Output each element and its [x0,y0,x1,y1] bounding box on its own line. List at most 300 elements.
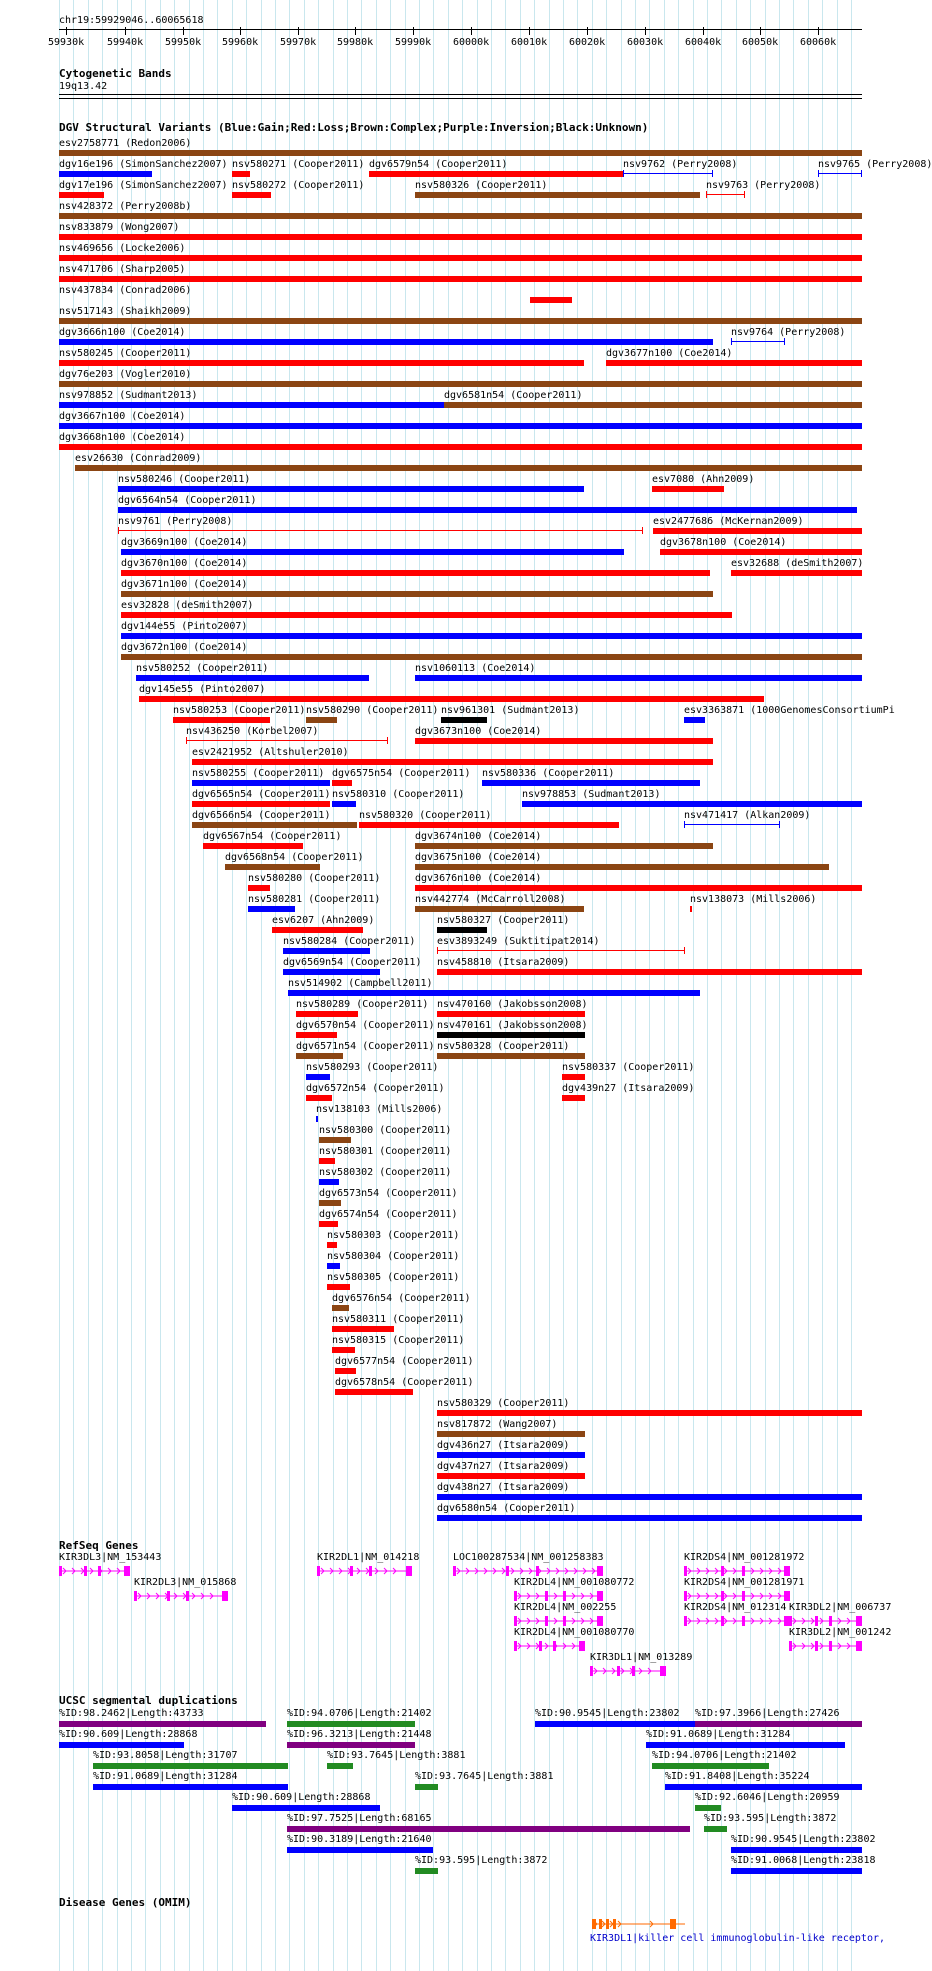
dgv-variant-label[interactable]: nsv138103 (Mills2006) [316,1104,443,1115]
grid-line [261,0,262,1971]
dgv-variant-label[interactable]: dgv3673n100 (Coe2014) [415,726,542,737]
dgv-variant-label[interactable]: dgv3671n100 (Coe2014) [121,579,248,590]
segdup-label[interactable]: %ID:92.6046|Length:20959 [695,1792,840,1803]
dgv-variant-label[interactable]: nsv436250 (Korbel2007) [186,726,319,737]
dgv-variant-label[interactable]: dgv6568n54 (Cooper2011) [225,852,364,863]
dgv-variant-label[interactable]: dgv6564n54 (Cooper2011) [118,495,257,506]
dgv-variant-label[interactable]: nsv9762 (Perry2008) [623,159,738,170]
dgv-variant-label[interactable]: nsv469656 (Locke2006) [59,243,186,254]
dgv-variant-label[interactable]: nsv580320 (Cooper2011) [359,810,492,821]
dgv-variant-label[interactable]: nsv580272 (Cooper2011) [232,180,365,191]
dgv-variant-label[interactable]: dgv437n27 (Itsara2009) [437,1461,570,1472]
dgv-variant-bar[interactable] [415,843,713,849]
dgv-variant-label[interactable]: nsv138073 (Mills2006) [690,894,817,905]
dgv-variant-bar[interactable] [437,1431,585,1437]
dgv-variant-bar[interactable] [121,654,862,660]
dgv-variant-label[interactable]: nsv833879 (Wong2007) [59,222,180,233]
dgv-variant-label[interactable]: nsv580280 (Cooper2011) [248,873,381,884]
segdup-label[interactable]: %ID:91.0689|Length:31284 [646,1729,791,1740]
dgv-variant-label[interactable]: nsv580253 (Cooper2011) [173,705,306,716]
segdup-bar[interactable] [535,1721,700,1727]
segdup-bar[interactable] [287,1847,433,1853]
dgv-variant-label[interactable]: nsv580281 (Cooper2011) [248,894,381,905]
segdup-label[interactable]: %ID:90.9545|Length:23802 [731,1834,876,1845]
dgv-variant-bar[interactable] [437,950,685,951]
segdup-label[interactable]: %ID:98.2462|Length:43733 [59,1708,204,1719]
dgv-variant-bar[interactable] [59,339,713,345]
dgv-variant-bar[interactable] [444,402,862,408]
dgv-variant-end [437,947,438,954]
dgv-variant-label[interactable]: esv3893249 (Suktitipat2014) [437,936,600,947]
dgv-variant-label[interactable]: dgv3674n100 (Coe2014) [415,831,542,842]
dgv-variant-bar[interactable] [690,906,692,912]
dgv-variant-bar[interactable] [319,1158,335,1164]
dgv-variant-bar[interactable] [59,234,862,240]
segdup-bar[interactable] [652,1763,769,1769]
refseq-gene-glyph[interactable] [684,1590,790,1602]
refseq-gene-label[interactable]: KIR2DL4|NM_001080772 [514,1577,635,1588]
ruler-tick [183,27,184,35]
dgv-variant-label[interactable]: nsv470161 (Jakobsson2008) [437,1020,588,1031]
refseq-gene-glyph[interactable] [317,1565,412,1577]
dgv-variant-bar[interactable] [319,1221,338,1227]
dgv-variant-label[interactable]: nsv580328 (Cooper2011) [437,1041,570,1052]
dgv-variant-bar[interactable] [283,969,380,975]
dgv-variant-bar[interactable] [437,1494,862,1500]
dgv-variant-bar[interactable] [296,1032,337,1038]
dgv-variant-bar[interactable] [121,612,732,618]
segdup-bar[interactable] [93,1784,288,1790]
dgv-variant-bar[interactable] [118,530,643,531]
dgv-variant-label[interactable]: esv7080 (Ahn2009) [652,474,755,485]
ruler-tick [645,27,646,35]
dgv-variant-bar[interactable] [706,194,745,195]
dgv-variant-bar[interactable] [139,696,764,702]
dgv-variant-label[interactable]: dgv6572n54 (Cooper2011) [306,1083,445,1094]
dgv-variant-bar[interactable] [248,885,270,891]
dgv-variant-bar[interactable] [684,717,705,723]
dgv-variant-label[interactable]: nsv580301 (Cooper2011) [319,1146,452,1157]
dgv-variant-label[interactable]: dgv17e196 (SimonSanchez2007) [59,180,228,191]
refseq-gene-label[interactable]: KIR2DS4|NM_001281971 [684,1577,805,1588]
dgv-variant-bar[interactable] [335,1389,413,1395]
dgv-variant-bar[interactable] [288,990,700,996]
dgv-variant-bar[interactable] [121,570,710,576]
dgv-variant-bar[interactable] [59,255,862,261]
refseq-gene-label[interactable]: KIR2DL1|NM_014218 [317,1552,420,1563]
segdup-bar[interactable] [59,1721,266,1727]
refseq-gene-glyph[interactable] [684,1615,790,1627]
dgv-variant-label[interactable]: dgv3678n100 (Coe2014) [660,537,787,548]
dgv-variant-label[interactable]: dgv6570n54 (Cooper2011) [296,1020,435,1031]
dgv-variant-label[interactable]: nsv580302 (Cooper2011) [319,1167,452,1178]
segdup-bar[interactable] [59,1742,184,1748]
dgv-variant-label[interactable]: nsv580246 (Cooper2011) [118,474,251,485]
segdup-label[interactable]: %ID:97.3966|Length:27426 [695,1708,840,1719]
dgv-variant-label[interactable]: nsv580284 (Cooper2011) [283,936,416,947]
dgv-variant-label[interactable]: dgv439n27 (Itsara2009) [562,1083,695,1094]
dgv-variant-end [744,191,745,198]
segdup-bar[interactable] [704,1826,727,1832]
dgv-variant-label[interactable]: dgv6578n54 (Cooper2011) [335,1377,474,1388]
dgv-variant-label[interactable]: nsv580293 (Cooper2011) [306,1062,439,1073]
dgv-variant-label[interactable]: esv3363871 (1000GenomesConsortiumPi [684,705,895,716]
dgv-variant-bar[interactable] [59,360,584,366]
segdup-label[interactable]: %ID:90.609|Length:28868 [59,1729,198,1740]
segdup-label[interactable]: %ID:91.8408|Length:35224 [665,1771,810,1782]
segdup-bar[interactable] [731,1847,862,1853]
segdup-bar[interactable] [695,1805,721,1811]
dgv-variant-label[interactable]: nsv978852 (Sudmant2013) [59,390,198,401]
dgv-variant-bar[interactable] [332,780,352,786]
refseq-gene-label[interactable]: KIR3DL2|NM_006737 [789,1602,892,1613]
dgv-variant-bar[interactable] [59,171,152,177]
dgv-variant-label[interactable]: dgv3667n100 (Coe2014) [59,411,186,422]
dgv-variant-bar[interactable] [192,801,330,807]
refseq-gene-glyph[interactable] [134,1590,228,1602]
dgv-variant-bar[interactable] [248,906,295,912]
refseq-gene-glyph[interactable] [514,1640,585,1652]
dgv-variant-label[interactable]: dgv3675n100 (Coe2014) [415,852,542,863]
dgv-variant-bar[interactable] [332,801,356,807]
ruler-tick [529,27,530,35]
dgv-variant-bar[interactable] [121,549,624,555]
dgv-variant-label[interactable]: nsv580304 (Cooper2011) [327,1251,460,1262]
dgv-variant-label[interactable]: nsv961301 (Sudmant2013) [441,705,580,716]
dgv-variant-label[interactable]: nsv9761 (Perry2008) [118,516,233,527]
dgv-variant-bar[interactable] [359,822,619,828]
dgv-variant-label[interactable]: dgv436n27 (Itsara2009) [437,1440,570,1451]
dgv-variant-label[interactable]: nsv580336 (Cooper2011) [482,768,615,779]
refseq-gene-glyph[interactable] [684,1565,790,1577]
dgv-variant-label[interactable]: dgv6575n54 (Cooper2011) [332,768,471,779]
dgv-variant-bar[interactable] [437,1452,585,1458]
dgv-variant-bar[interactable] [327,1284,350,1290]
refseq-gene-glyph[interactable] [514,1590,603,1602]
segdup-bar[interactable] [327,1763,353,1769]
dgv-variant-bar[interactable] [731,341,785,342]
dgv-variant-label[interactable]: dgv6566n54 (Cooper2011) [192,810,331,821]
segdup-bar[interactable] [646,1742,845,1748]
dgv-variant-bar[interactable] [415,906,584,912]
ruler-tick-label: 60020k [569,37,606,48]
dgv-variant-label[interactable]: dgv3676n100 (Coe2014) [415,873,542,884]
dgv-variant-label[interactable]: dgv6580n54 (Cooper2011) [437,1503,576,1514]
dgv-variant-label[interactable]: esv6207 (Ahn2009) [272,915,375,926]
segdup-bar[interactable] [665,1784,862,1790]
segdup-label[interactable]: %ID:91.0689|Length:31284 [93,1771,238,1782]
dgv-variant-bar[interactable] [653,528,862,534]
dgv-variant-end [818,170,819,177]
dgv-variant-bar[interactable] [306,717,337,723]
dgv-variant-bar[interactable] [59,213,862,219]
dgv-variant-bar[interactable] [482,780,700,786]
dgv-variant-label[interactable]: nsv9765 (Perry2008) [818,159,932,170]
dgv-variant-label[interactable]: nsv1060113 (Coe2014) [415,663,536,674]
dgv-variant-bar[interactable] [562,1074,585,1080]
dgv-variant-label[interactable]: nsv978853 (Sudmant2013) [522,789,661,800]
refseq-gene-glyph[interactable] [789,1615,862,1627]
omim-gene-glyph[interactable] [590,1918,690,1930]
dgv-variant-bar[interactable] [319,1137,351,1143]
dgv-variant-bar[interactable] [327,1242,337,1248]
dgv-variant-bar[interactable] [437,1410,862,1416]
dgv-variant-bar[interactable] [441,717,487,723]
dgv-variant-label[interactable]: nsv580289 (Cooper2011) [296,999,429,1010]
dgv-variant-bar[interactable] [818,173,862,174]
dgv-variant-bar[interactable] [118,507,857,513]
dgv-variant-bar[interactable] [415,738,713,744]
dgv-variant-bar[interactable] [296,1011,358,1017]
dgv-variant-bar[interactable] [332,1305,349,1311]
dgv-variant-end [642,527,643,534]
segdup-label[interactable]: %ID:93.8058|Length:31707 [93,1750,238,1761]
dgv-variant-bar[interactable] [731,570,862,576]
dgv-variant-label[interactable]: nsv428372 (Perry2008b) [59,201,192,212]
dgv-variant-bar[interactable] [369,171,623,177]
segdup-bar[interactable] [287,1826,690,1832]
dgv-variant-bar[interactable] [121,591,713,597]
dgv-variant-bar[interactable] [59,150,862,156]
refseq-gene-glyph[interactable] [789,1640,862,1652]
refseq-gene-label[interactable]: LOC100287534|NM_001258383 [453,1552,604,1563]
segdup-label[interactable]: %ID:91.0068|Length:23818 [731,1855,876,1866]
dgv-variant-bar[interactable] [192,780,330,786]
dgv-variant-bar[interactable] [522,801,862,807]
grid-line [246,0,247,1971]
dgv-variant-bar[interactable] [121,633,862,639]
dgv-variant-label[interactable]: nsv517143 (Shaikh2009) [59,306,192,317]
segdup-label[interactable]: %ID:94.0706|Length:21402 [652,1750,797,1761]
dgv-variant-bar[interactable] [652,486,724,492]
dgv-variant-bar[interactable] [59,402,445,408]
dgv-variant-bar[interactable] [437,969,862,975]
refseq-gene-label[interactable]: KIR3DL3|NM_153443 [59,1552,162,1563]
dgv-variant-end [706,191,707,198]
dgv-variant-bar[interactable] [562,1095,585,1101]
dgv-variant-label[interactable]: nsv437834 (Conrad2006) [59,285,192,296]
dgv-variant-label[interactable]: nsv580327 (Cooper2011) [437,915,570,926]
dgv-variant-label[interactable]: dgv76e203 (Vogler2010) [59,369,192,380]
segdup-label[interactable]: %ID:96.3213|Length:21448 [287,1729,432,1740]
dgv-variant-bar[interactable] [415,864,829,870]
dgv-variant-label[interactable]: nsv458810 (Itsara2009) [437,957,570,968]
dgv-variant-label[interactable]: nsv471706 (Sharp2005) [59,264,186,275]
dgv-variant-bar[interactable] [319,1179,339,1185]
dgv-variant-label[interactable]: esv26630 (Conrad2009) [75,453,202,464]
dgv-variant-label[interactable]: nsv580252 (Cooper2011) [136,663,269,674]
dgv-variant-label[interactable]: dgv3672n100 (Coe2014) [121,642,248,653]
dgv-variant-label[interactable]: nsv580290 (Cooper2011) [306,705,439,716]
segdup-label[interactable]: %ID:90.9545|Length:23802 [535,1708,680,1719]
dgv-variant-label[interactable]: dgv6569n54 (Cooper2011) [283,957,422,968]
dgv-variant-label[interactable]: nsv9763 (Perry2008) [706,180,821,191]
refseq-gene-label[interactable]: KIR2DS4|NM_012314 [684,1602,787,1613]
dgv-variant-label[interactable]: nsv580329 (Cooper2011) [437,1398,570,1409]
dgv-variant-label[interactable]: esv32828 (deSmith2007) [121,600,254,611]
dgv-variant-bar[interactable] [225,864,320,870]
dgv-variant-bar[interactable] [283,948,370,954]
grid-line [217,0,218,1971]
segdup-label[interactable]: %ID:93.595|Length:3872 [704,1813,837,1824]
refseq-gene-label[interactable]: KIR2DL4|NM_001080770 [514,1627,635,1638]
segdup-label[interactable]: %ID:90.609|Length:28868 [232,1792,371,1803]
dgv-variant-label[interactable]: nsv9764 (Perry2008) [731,327,846,338]
segdup-label[interactable]: %ID:93.595|Length:3872 [415,1855,548,1866]
dgv-variant-label[interactable]: dgv6571n54 (Cooper2011) [296,1041,435,1052]
dgv-variant-bar[interactable] [316,1116,318,1122]
dgv-variant-end [684,821,685,828]
dgv-variant-label[interactable]: dgv6565n54 (Cooper2011) [192,789,331,800]
dgv-variant-label[interactable]: dgv6567n54 (Cooper2011) [203,831,342,842]
dgv-variant-bar[interactable] [173,717,270,723]
dgv-variant-end [712,170,713,177]
dgv-variant-bar[interactable] [332,1347,355,1353]
dgv-variant-label[interactable]: dgv438n27 (Itsara2009) [437,1482,570,1493]
segdup-label[interactable]: %ID:90.3189|Length:21640 [287,1834,432,1845]
dgv-variant-label[interactable]: dgv6576n54 (Cooper2011) [332,1293,471,1304]
segdup-bar[interactable] [287,1742,415,1748]
refseq-gene-glyph[interactable] [453,1565,603,1577]
dgv-variant-bar[interactable] [272,927,363,933]
dgv-variant-label[interactable]: nsv580300 (Cooper2011) [319,1125,452,1136]
dgv-variant-bar[interactable] [332,1326,394,1332]
dgv-variant-label[interactable]: dgv3677n100 (Coe2014) [606,348,733,359]
dgv-variant-bar[interactable] [606,360,862,366]
dgv-variant-bar[interactable] [192,759,713,765]
dgv-variant-bar[interactable] [186,740,388,741]
dgv-variant-bar[interactable] [59,423,862,429]
ruler-tick [703,27,704,35]
dgv-variant-bar[interactable] [59,192,104,198]
grid-line [721,0,722,1971]
dgv-variant-label[interactable]: dgv6574n54 (Cooper2011) [319,1209,458,1220]
dgv-variant-label[interactable]: nsv580311 (Cooper2011) [332,1314,465,1325]
dgv-variant-bar[interactable] [437,1515,862,1521]
dgv-variant-bar[interactable] [75,465,862,471]
dgv-variant-bar[interactable] [59,381,862,387]
segdup-bar[interactable] [232,1805,380,1811]
dgv-variant-bar[interactable] [530,297,572,303]
dgv-variant-bar[interactable] [437,1053,585,1059]
dgv-variant-label[interactable]: dgv16e196 (SimonSanchez2007) [59,159,228,170]
dgv-variant-label[interactable]: dgv6577n54 (Cooper2011) [335,1356,474,1367]
dgv-variant-bar[interactable] [319,1200,341,1206]
dgv-variant-label[interactable]: dgv3669n100 (Coe2014) [121,537,248,548]
dgv-variant-label[interactable]: nsv580303 (Cooper2011) [327,1230,460,1241]
segdup-bar[interactable] [415,1784,438,1790]
refseq-gene-glyph[interactable] [59,1565,130,1577]
ruler-axis [59,29,862,30]
grid-line [808,0,809,1971]
segdup-label[interactable]: %ID:97.7525|Length:68165 [287,1813,432,1824]
dgv-variant-label[interactable]: dgv6579n54 (Cooper2011) [369,159,508,170]
refseq-gene-glyph[interactable] [590,1665,666,1677]
dgv-variant-label[interactable]: dgv145e55 (Pinto2007) [139,684,266,695]
dgv-variant-label[interactable]: nsv514902 (Campbell2011) [288,978,433,989]
dgv-variant-bar[interactable] [59,444,862,450]
dgv-variant-label[interactable]: nsv580271 (Cooper2011) [232,159,365,170]
dgv-variant-label[interactable]: nsv442774 (McCarroll2008) [415,894,566,905]
refseq-gene-label[interactable]: KIR2DL4|NM_002255 [514,1602,617,1613]
dgv-variant-label[interactable]: nsv580245 (Cooper2011) [59,348,192,359]
dgv-variant-bar[interactable] [232,171,250,177]
segdup-label[interactable]: %ID:93.7645|Length:3881 [415,1771,554,1782]
dgv-variant-end [731,338,732,345]
dgv-variant-bar[interactable] [203,843,303,849]
segdup-bar[interactable] [695,1721,862,1727]
grid-line [491,0,492,1971]
dgv-variant-bar[interactable] [415,192,700,198]
refseq-gene-label[interactable]: KIR2DS4|NM_001281972 [684,1552,805,1563]
dgv-variant-label[interactable]: nsv580310 (Cooper2011) [332,789,465,800]
dgv-variant-bar[interactable] [415,675,862,681]
dgv-variant-label[interactable]: esv32688 (deSmith2007) [731,558,864,569]
segdup-bar[interactable] [287,1721,415,1727]
dgv-variant-bar[interactable] [437,1011,585,1017]
dgv-variant-label[interactable]: esv2758771 (Redon2006) [59,138,192,149]
dgv-variant-bar[interactable] [118,486,584,492]
dgv-variant-label[interactable]: nsv471417 (Alkan2009) [684,810,811,821]
dgv-variant-label[interactable]: dgv3670n100 (Coe2014) [121,558,248,569]
segdup-bar[interactable] [731,1868,862,1874]
dgv-variant-label[interactable]: nsv580337 (Cooper2011) [562,1062,695,1073]
dgv-variant-bar[interactable] [623,173,713,174]
dgv-variant-bar[interactable] [327,1263,340,1269]
segdup-label[interactable]: %ID:93.7645|Length:3881 [327,1750,466,1761]
refseq-gene-label[interactable]: KIR3DL1|NM_013289 [590,1652,693,1663]
dgv-variant-bar[interactable] [306,1074,330,1080]
position-label: chr19:59929046..60065618 [59,15,204,26]
dgv-variant-label[interactable]: dgv144e55 (Pinto2007) [121,621,248,632]
dgv-variant-bar[interactable] [684,824,780,825]
dgv-variant-label[interactable]: nsv580305 (Cooper2011) [327,1272,460,1283]
dgv-variant-label[interactable]: nsv580255 (Cooper2011) [192,768,325,779]
dgv-variant-bar[interactable] [335,1368,356,1374]
dgv-variant-label[interactable]: nsv580315 (Cooper2011) [332,1335,465,1346]
dgv-variant-bar[interactable] [59,318,862,324]
dgv-variant-label[interactable]: esv2421952 (Altshuler2010) [192,747,349,758]
dgv-variant-label[interactable]: dgv3668n100 (Coe2014) [59,432,186,443]
dgv-variant-bar[interactable] [437,1473,585,1479]
refseq-gene-label[interactable]: KIR2DL3|NM_015868 [134,1577,237,1588]
dgv-variant-bar[interactable] [660,549,862,555]
grid-line [275,0,276,1971]
dgv-variant-bar[interactable] [136,675,369,681]
dgv-variant-label[interactable]: esv2477686 (McKernan2009) [653,516,804,527]
segdup-label[interactable]: %ID:94.0706|Length:21402 [287,1708,432,1719]
dgv-variant-bar[interactable] [232,192,271,198]
omim-gene-label[interactable]: KIR3DL1|killer cell immunoglobulin-like receptor, [590,1933,886,1944]
dgv-variant-label[interactable]: dgv6573n54 (Cooper2011) [319,1188,458,1199]
refseq-gene-glyph[interactable] [514,1615,603,1627]
dgv-variant-bar[interactable] [59,276,862,282]
segdup-bar[interactable] [93,1763,288,1769]
dgv-variant-label[interactable]: nsv470160 (Jakobsson2008) [437,999,588,1010]
refseq-gene-label[interactable]: KIR3DL2|NM_001242 [789,1627,892,1638]
segdup-bar[interactable] [415,1868,438,1874]
dgv-variant-bar[interactable] [437,1032,585,1038]
dgv-variant-label[interactable]: dgv3666n100 (Coe2014) [59,327,186,338]
dgv-variant-bar[interactable] [192,822,357,828]
dgv-variant-label[interactable]: nsv580326 (Cooper2011) [415,180,548,191]
dgv-variant-bar[interactable] [306,1095,332,1101]
dgv-variant-bar[interactable] [437,927,487,933]
dgv-variant-bar[interactable] [415,885,862,891]
dgv-variant-label[interactable]: nsv817872 (Wang2007) [437,1419,558,1430]
dgv-variant-label[interactable]: dgv6581n54 (Cooper2011) [444,390,583,401]
dgv-variant-bar[interactable] [296,1053,343,1059]
